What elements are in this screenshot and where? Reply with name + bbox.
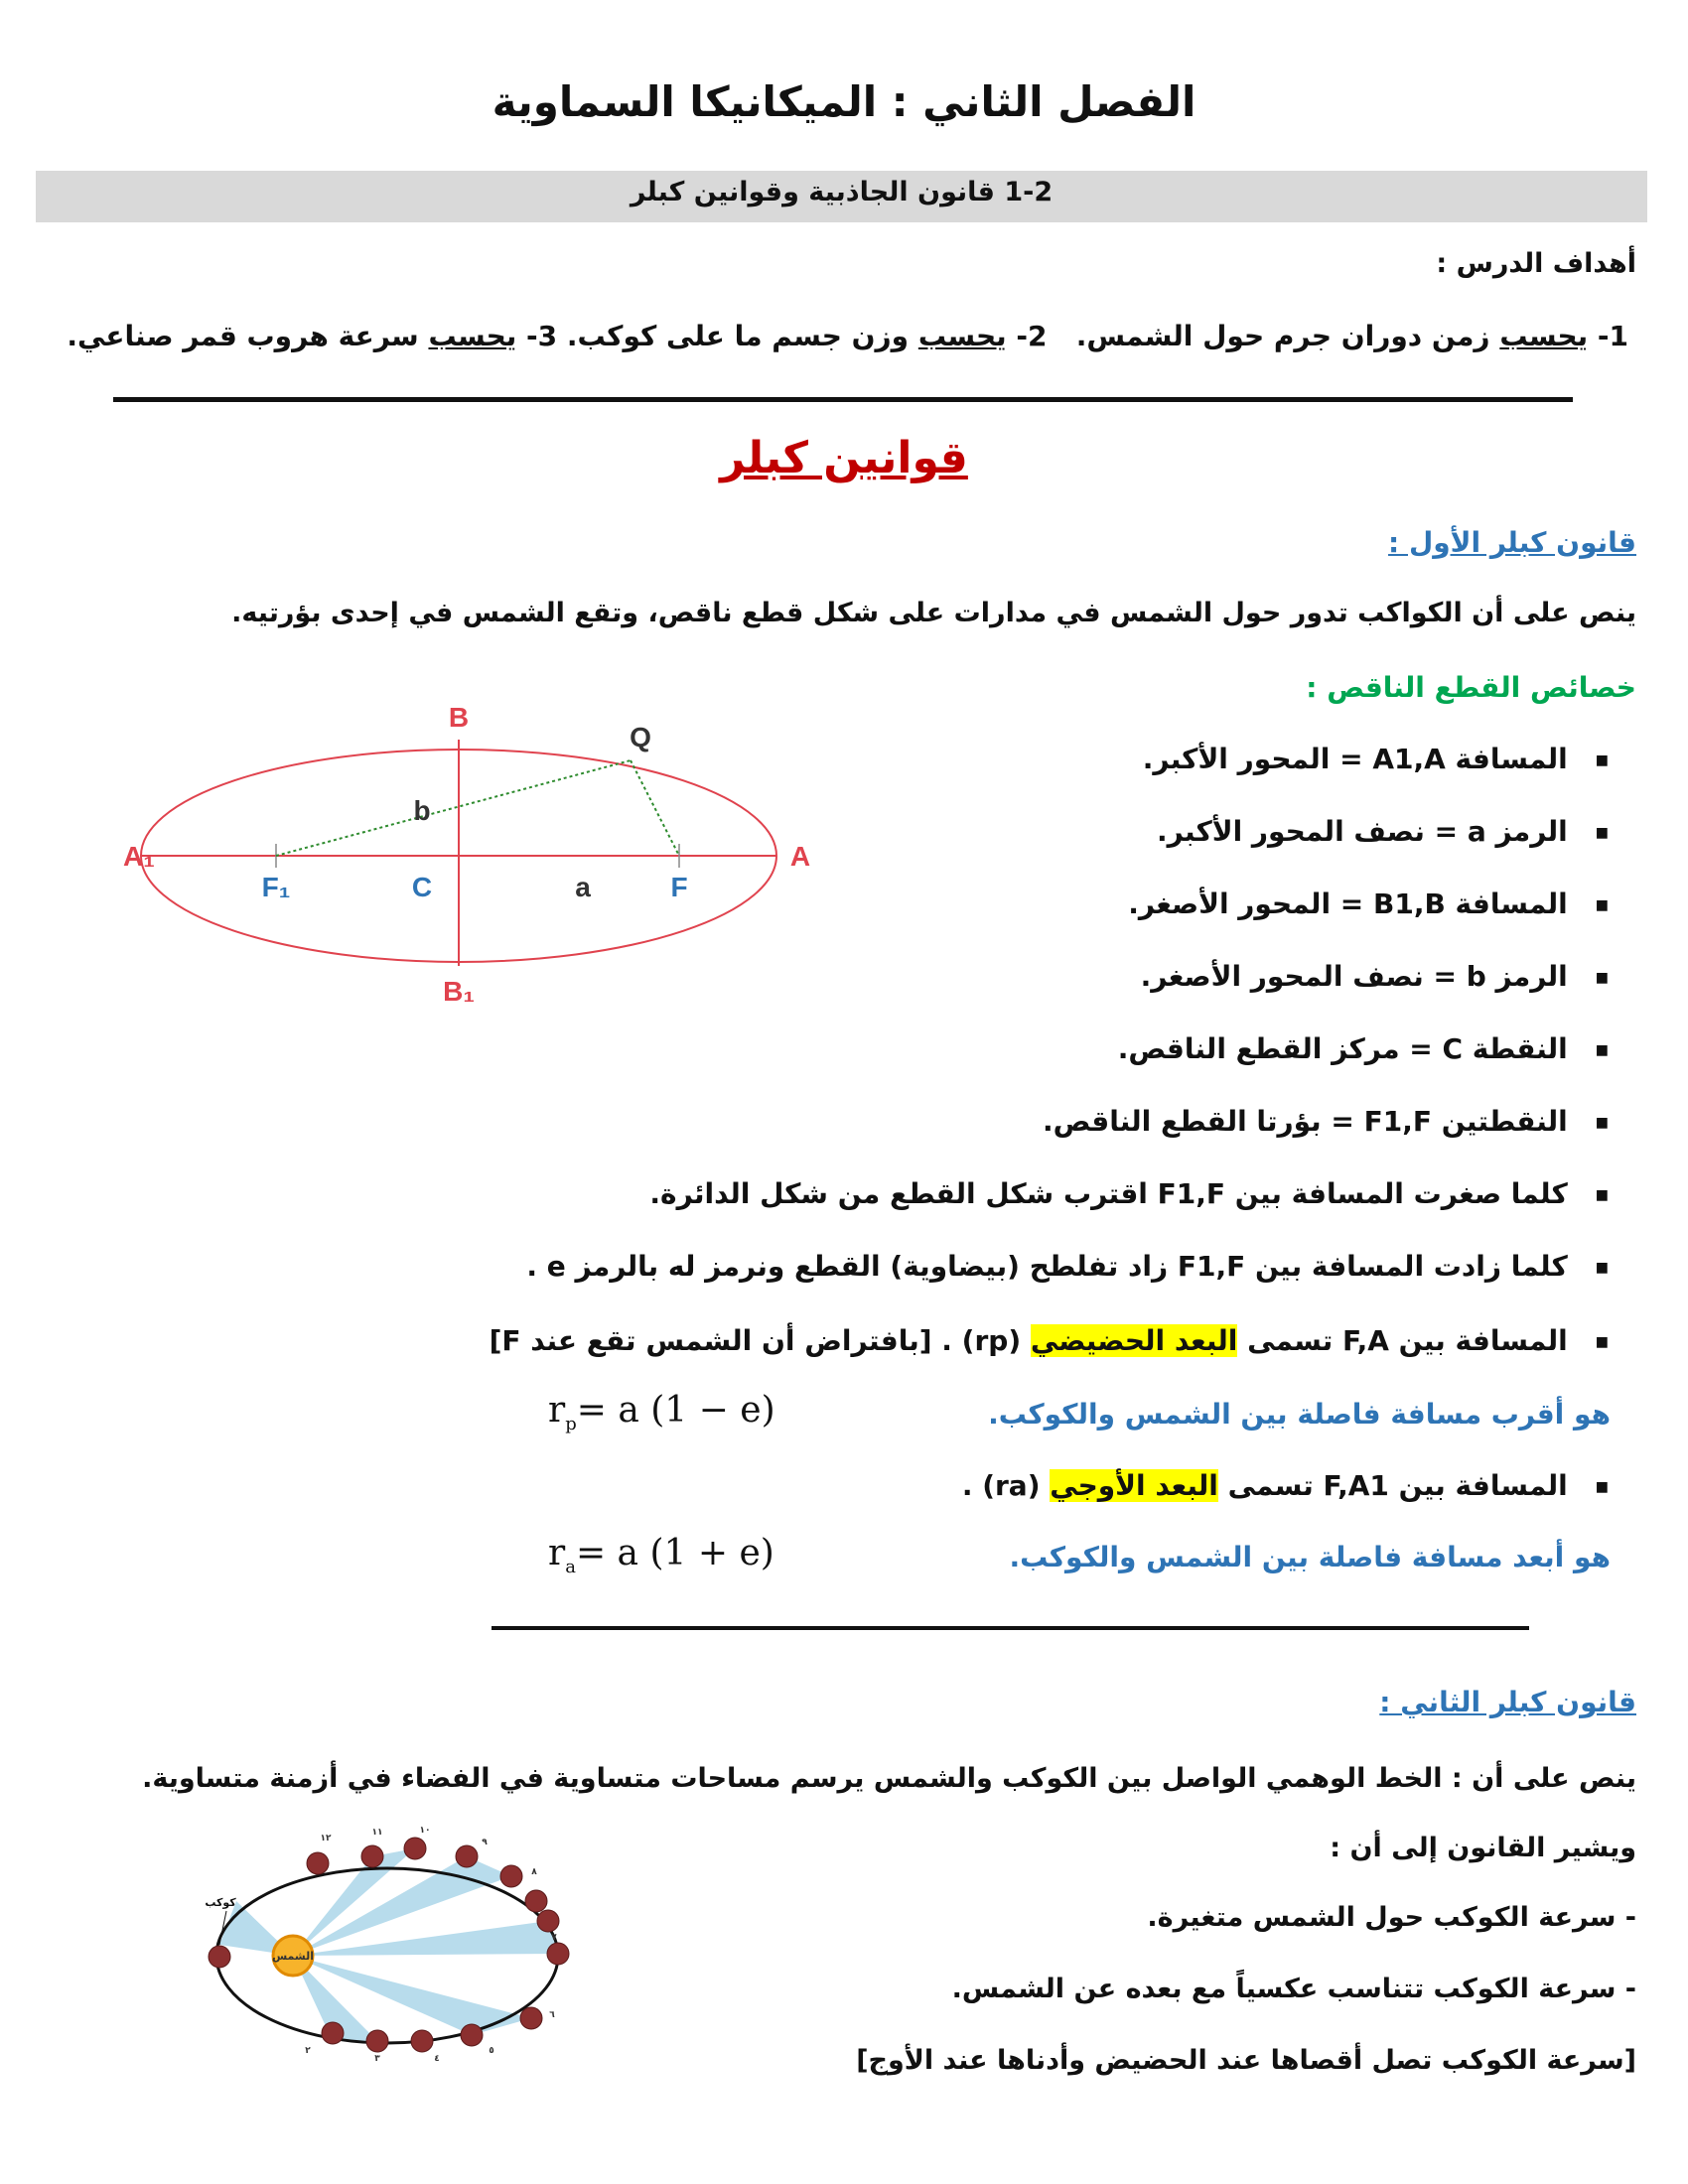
pos-label: ٤ — [434, 2054, 440, 2064]
label-F: F — [670, 872, 688, 902]
law1-heading: قانون كبلر الأول : — [1388, 526, 1636, 559]
pos-label: ٢ — [305, 2046, 311, 2056]
planet-position — [547, 1943, 569, 1965]
objectives-label: أهداف الدرس : — [1436, 248, 1636, 279]
bullet-perihelion: ■ المسافة بين F,A تسمى البعد الحضيضي (rp) . [بافتراض أن الشمس تقع عند F] — [490, 1324, 1609, 1357]
sun-label: الشمس — [271, 1950, 315, 1963]
pos-label: ١١ — [371, 1828, 383, 1838]
bullet-foci: ■ النقطتين F1,F = بؤرتا القطع الناقص. — [1043, 1105, 1609, 1138]
divider-middle — [492, 1626, 1529, 1630]
label-B1: B₁ — [443, 976, 475, 1007]
perihelion-desc: هو أقرب مسافة فاصلة بين الشمس والكوكب. — [988, 1398, 1611, 1431]
pos-label: ١٠ — [419, 1826, 431, 1836]
perihelion-term: البعد الحضيضي — [1030, 1324, 1238, 1357]
divider-top — [113, 397, 1573, 402]
law2-heading: قانون كبلر الثاني : — [1379, 1686, 1636, 1718]
label-C: C — [411, 872, 433, 902]
planet-position — [520, 2007, 542, 2029]
label-a: a — [575, 872, 591, 902]
law2-points-intro: ويشير القانون إلى أن : — [1330, 1833, 1636, 1863]
planet-position — [209, 1946, 230, 1968]
bullet-semi-major: ■ الرمز a = نصف المحور الأكبر. — [1157, 815, 1609, 848]
planet-position — [525, 1890, 547, 1912]
pos-label: ٣ — [374, 2054, 380, 2064]
pos-label: ٧ — [551, 1933, 557, 1943]
perihelion-formula: $r_p= a$ (1 − e) — [548, 1390, 775, 1435]
objective-2: 2- يحسب وزن جسم ما على كوكب. — [566, 320, 1048, 352]
objective-3: 3- يحسب سرعة هروب قمر صناعي. — [67, 320, 558, 352]
planet-position — [456, 1845, 478, 1867]
label-F1: F₁ — [261, 872, 291, 902]
section-title: قوانين كبلر — [720, 433, 968, 483]
pos-label: ٨ — [531, 1867, 537, 1877]
label-B: B — [448, 702, 470, 733]
lesson-title: 1-2 قانون الجاذبية وقوانين كبلر — [630, 177, 1054, 207]
chapter-title: الفصل الثاني : الميكانيكا السماوية — [492, 77, 1196, 126]
bullet-minor-axis: ■ المسافة B1,B = المحور الأصغر. — [1128, 887, 1609, 920]
planet-position — [411, 2030, 433, 2052]
equal-areas-diagram — [199, 1827, 635, 2065]
planet-position — [307, 1852, 329, 1874]
label-A: A — [789, 841, 811, 872]
pos-label: ٦ — [549, 2010, 555, 2020]
bullet-aphelion: ■ المسافة بين F,A1 تسمى البعد الأوجي (ra) . — [962, 1469, 1609, 1502]
aphelion-desc: هو أبعد مسافة فاصلة بين الشمس والكوكب. — [1009, 1541, 1611, 1573]
bullet-semi-minor: ■ الرمز b = نصف المحور الأصغر. — [1141, 960, 1609, 993]
ellipse-diagram — [123, 685, 824, 1032]
planet-position — [461, 2024, 483, 2046]
aphelion-term: البعد الأوجي — [1050, 1469, 1218, 1502]
planet-position — [537, 1910, 559, 1932]
pos-label: ٥ — [489, 2046, 494, 2056]
label-b: b — [413, 795, 431, 826]
bullet-eccentricity: ■ كلما زادت المسافة بين F1,F زاد تفلطح (بيضاوية) القطع ونرمز له بالرمز e . — [526, 1250, 1609, 1283]
planet-position — [322, 2022, 344, 2044]
line-f1-q — [276, 760, 631, 856]
pos-label: ١٢ — [320, 1834, 332, 1843]
ellipse-props-heading: خصائص القطع الناقص : — [1306, 671, 1636, 704]
bullet-circle: ■ كلما صغرت المسافة بين F1,F اقترب شكل القطع من شكل الدائرة. — [649, 1177, 1609, 1210]
law2-point-1: - سرعة الكوكب حول الشمس متغيرة. — [1147, 1902, 1636, 1933]
pos-label: ٩ — [482, 1838, 488, 1847]
aphelion-formula: $r_a= a$ (1 + e) — [548, 1533, 774, 1578]
objectives-list — [67, 320, 1628, 352]
planet-position — [500, 1865, 522, 1887]
planet-position — [404, 1838, 426, 1859]
objective-1: 1- يحسب زمن دوران جرم حول الشمس. — [1075, 320, 1628, 352]
planet-position — [361, 1845, 383, 1867]
law2-point-3: [سرعة الكوكب تصل أقصاها عند الحضيض وأدناها عند الأوج] — [856, 2045, 1636, 2076]
planet-position — [366, 2030, 388, 2052]
law1-statement: ينص على أن الكواكب تدور حول الشمس في مدارات على شكل قطع ناقص، وتقع الشمس في إحدى بؤرتيه. — [231, 598, 1636, 628]
planet-label: كوكب — [205, 1896, 236, 1909]
orbit-ellipse-2 — [216, 1868, 558, 2043]
line-q-f — [631, 760, 679, 856]
bullet-major-axis: ■ المسافة A1,A = المحور الأكبر. — [1143, 743, 1609, 775]
law2-statement: ينص على أن : الخط الوهمي الواصل بين الكوكب والشمس يرسم مساحات متساوية في الفضاء في أزمنة متساوية. — [142, 1763, 1636, 1794]
label-Q: Q — [630, 722, 651, 752]
bullet-center: ■ النقطة C = مركز القطع الناقص. — [1118, 1032, 1609, 1065]
law2-point-2: - سرعة الكوكب تتناسب عكسياً مع بعده عن الشمس. — [951, 1974, 1636, 2004]
label-A1: A₁ — [123, 841, 155, 872]
